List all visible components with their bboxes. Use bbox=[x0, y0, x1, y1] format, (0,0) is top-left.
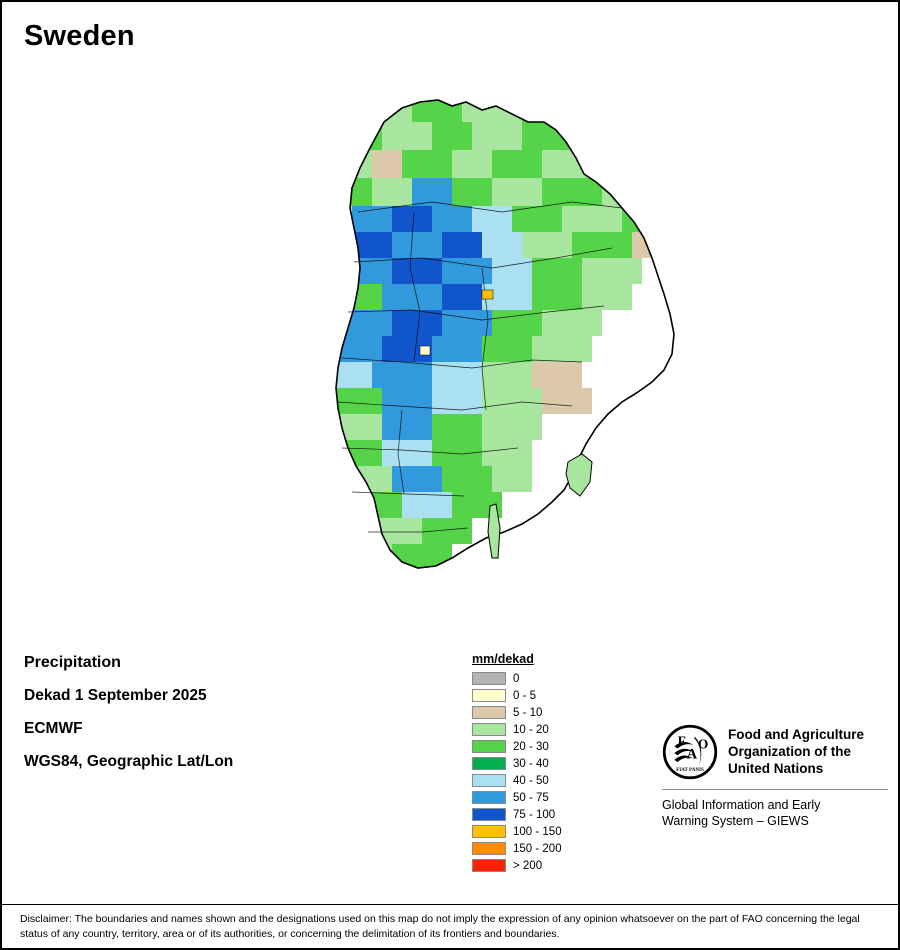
precipitation-raster bbox=[152, 62, 752, 622]
legend-swatch bbox=[472, 859, 506, 872]
legend-row bbox=[472, 721, 562, 738]
giews-system-name bbox=[662, 797, 888, 830]
fao-branding bbox=[662, 724, 888, 830]
legend-row bbox=[472, 738, 562, 755]
giews-line-2: Warning System – GIEWS bbox=[662, 814, 809, 829]
fao-divider bbox=[662, 789, 888, 790]
svg-text:FIAT PANIS: FIAT PANIS bbox=[676, 768, 704, 774]
disclaimer-area bbox=[2, 904, 898, 948]
legend-swatch bbox=[472, 808, 506, 821]
legend-label: 150 - 200 bbox=[513, 842, 562, 855]
legend-items bbox=[472, 670, 562, 874]
caption-period: Dekad 1 September 2025 bbox=[24, 687, 207, 704]
svg-text:O: O bbox=[697, 736, 709, 752]
sweden-precipitation-map[interactable] bbox=[152, 62, 752, 622]
legend-swatch bbox=[472, 791, 506, 804]
legend-label: 5 - 10 bbox=[513, 706, 543, 719]
map-caption bbox=[24, 654, 444, 786]
legend-row bbox=[472, 823, 562, 840]
legend-label: 40 - 50 bbox=[513, 774, 549, 787]
legend-row bbox=[472, 704, 562, 721]
map-canvas[interactable] bbox=[152, 62, 752, 622]
legend-label: 30 - 40 bbox=[513, 757, 549, 770]
page-title: Sweden bbox=[24, 20, 135, 52]
caption-variable: Precipitation bbox=[24, 654, 121, 671]
giews-line-1: Global Information and Early bbox=[662, 798, 821, 812]
disclaimer-text: Disclaimer: The boundaries and names shown and the designations used on this map do not imply the expression of any opinion whatsoever on the part of FAO concerning the legal status of any country, territory, area or of its authorities, or concerning the delimitation of its frontiers and boundaries. bbox=[20, 912, 860, 940]
legend-row bbox=[472, 772, 562, 789]
legend-swatch bbox=[472, 842, 506, 855]
svg-text:A: A bbox=[686, 746, 698, 763]
legend-label: 0 - 5 bbox=[513, 689, 537, 702]
legend-label: > 200 bbox=[513, 859, 543, 872]
legend-row bbox=[472, 840, 562, 857]
svg-text:F: F bbox=[677, 733, 686, 749]
legend-swatch bbox=[472, 757, 506, 770]
legend-swatch bbox=[472, 740, 506, 753]
legend-row bbox=[472, 789, 562, 806]
legend-title: mm/dekad bbox=[472, 652, 534, 666]
caption-projection: WGS84, Geographic Lat/Lon bbox=[24, 753, 234, 770]
fao-emblem-icon bbox=[662, 724, 718, 780]
legend-label: 100 - 150 bbox=[513, 825, 562, 838]
legend-swatch bbox=[472, 689, 506, 702]
legend-row bbox=[472, 857, 562, 874]
legend-label: 50 - 75 bbox=[513, 791, 549, 804]
legend-label: 20 - 30 bbox=[513, 740, 549, 753]
legend-label: 0 bbox=[513, 672, 520, 685]
fao-organization-name: Food and Agriculture Organization of the United Nations bbox=[728, 727, 864, 776]
legend-row bbox=[472, 755, 562, 772]
legend-swatch bbox=[472, 723, 506, 736]
legend-swatch bbox=[472, 825, 506, 838]
legend-swatch bbox=[472, 774, 506, 787]
legend-swatch bbox=[472, 672, 506, 685]
legend-row bbox=[472, 806, 562, 823]
legend-row bbox=[472, 670, 562, 687]
caption-source: ECMWF bbox=[24, 720, 83, 737]
legend-swatch bbox=[472, 706, 506, 719]
legend-label: 75 - 100 bbox=[513, 808, 556, 821]
legend bbox=[472, 652, 562, 874]
legend-row bbox=[472, 687, 562, 704]
legend-label: 10 - 20 bbox=[513, 723, 549, 736]
